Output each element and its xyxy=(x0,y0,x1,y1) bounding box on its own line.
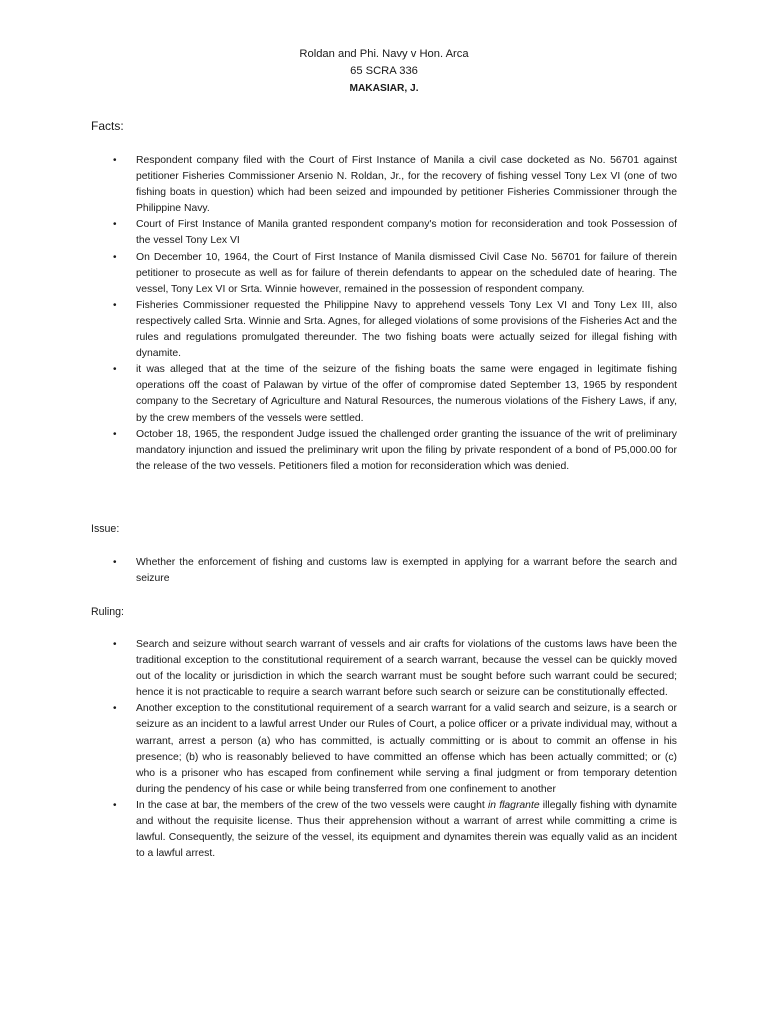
list-item xyxy=(0,298,677,362)
list-item-text: Search and seizure without search warrant of vessels and air crafts for violations of the customs laws have been the traditional exception to the constitutional requirement of a search warrant, because the vessel can be quickly moved out of the locality or jurisdiction in which the search warrant must be sought before such warrant could be secured; hence it is not practicable to require a search warrant before such search or seizure can be constitutionally effected. xyxy=(136,639,677,699)
bullet: • xyxy=(113,364,117,376)
list-item-text: On December 10, 1964, the Court of First Instance of Manila dismissed Civil Case No. 56701 for failure of therein petitioner to prosecute as well as for failure of therein defendants to appear on the scheduled date of hearing. The vessel, Tony Lex VI or Srta. Winnie however, remained in the possession of respondent company. xyxy=(136,251,677,295)
case-citation: 65 SCRA 336 xyxy=(350,65,418,77)
bullet: • xyxy=(113,251,117,263)
list-item-text: October 18, 1965, the respondent Judge issued the challenged order granting the issuance of the writ of preliminary mandatory injunction and issued the preliminary writ upon the filing by private respondent of a bond of P5,000.00 for the release of the two vessels. Petitioners filed a motion for reconsideration which was denied. xyxy=(136,428,677,472)
list-item-text: Another exception to the constitutional requirement of a search warrant for a valid search and seizure, is a search or seizure as an incident to a lawful arrest Under our Rules of Court, a police officer or a private individual may, without a warrant, arrest a person (a) who has committed, is actually committing or is about to commit an offense in his presence; (b) who is reasonably believed to have committed an offense which has been actually committed; or (c) who is a prisoner who has escaped from confinement while serving a final judgment or from temporary detention during the pendency of his case or while being transferred from one confinement to another xyxy=(136,703,677,795)
list-item xyxy=(0,153,677,217)
case-header xyxy=(0,46,768,97)
list-item xyxy=(0,217,677,249)
list-item-text: Court of First Instance of Manila granted respondent company's motion for reconsideration and took Possession of the vessel Tony Lex VI xyxy=(136,219,677,247)
issue-heading: Issue: xyxy=(91,523,120,535)
bullet: • xyxy=(113,557,117,568)
text-segment: In the case at bar, the members of the crew of the two vessels were caught xyxy=(136,799,488,811)
ruling-list xyxy=(0,637,768,862)
list-item xyxy=(0,637,677,701)
bullet: • xyxy=(113,155,117,166)
list-item xyxy=(0,362,677,426)
bullet: • xyxy=(113,703,117,715)
list-item-text xyxy=(136,800,677,859)
list-item xyxy=(0,427,677,475)
issue-list xyxy=(0,555,768,587)
facts-heading: Facts: xyxy=(91,119,124,133)
bullet: • xyxy=(113,799,117,811)
ponente: MAKASIAR, J. xyxy=(349,83,419,94)
list-item-text: Respondent company filed with the Court of First Instance of Manila a civil case docketed as No. 56701 against petitioner Fisheries Commissioner Arsenio N. Roldan, Jr., for the recovery of fishing vessel Tony Lex VI (one of two fishing boats in question) which had been seized and impounded by petitioner Fisheries Commissioner through the Philippine Navy. xyxy=(136,155,677,215)
text-segment: illegally fishing with dynamite and without the requisite license. Thus their apprehension without a warrant of arrest while committing a crime is lawful. Consequently, the seizure of the vessel, its equipment and dynamites therein was equally valid as an incident to a lawful arrest. xyxy=(136,799,678,860)
bullet: • xyxy=(113,639,117,650)
list-item xyxy=(0,798,677,862)
facts-list xyxy=(0,153,768,475)
list-item-text: it was alleged that at the time of the seizure of the fishing boats the same were engaged in legitimate fishing operations off the coast of Palawan by virtue of the offer of compromise dated September 13, 1965 by respondent company to the Secretary of Agriculture and Natural Resources, the numerous violations of the Fishery Laws, if any, by the crew members of the vessels were settled. xyxy=(136,364,677,424)
bullet: • xyxy=(113,299,117,311)
bullet: • xyxy=(113,428,117,440)
list-item xyxy=(0,555,677,587)
list-item xyxy=(0,701,677,798)
case-title: Roldan and Phi. Navy v Hon. Arca xyxy=(299,48,469,60)
list-item-text: Fisheries Commissioner requested the Philippine Navy to apprehend vessels Tony Lex VI and Tony Lex III, also respectively called Srta. Winnie and Srta. Agnes, for alleged violations of some provisions of the Fisheries Act and the rules and regulations promulgated thereunder. The two fishing boats were actually seized for illegal fishing with dynamite. xyxy=(136,299,677,360)
list-item-text: Whether the enforcement of fishing and customs law is exempted in applying for a warrant before the search and seizure xyxy=(136,557,677,585)
bullet: • xyxy=(113,219,117,231)
italic-latin-term: in flagrante xyxy=(487,799,540,811)
ruling-heading: Ruling: xyxy=(91,606,124,618)
list-item xyxy=(0,250,677,298)
